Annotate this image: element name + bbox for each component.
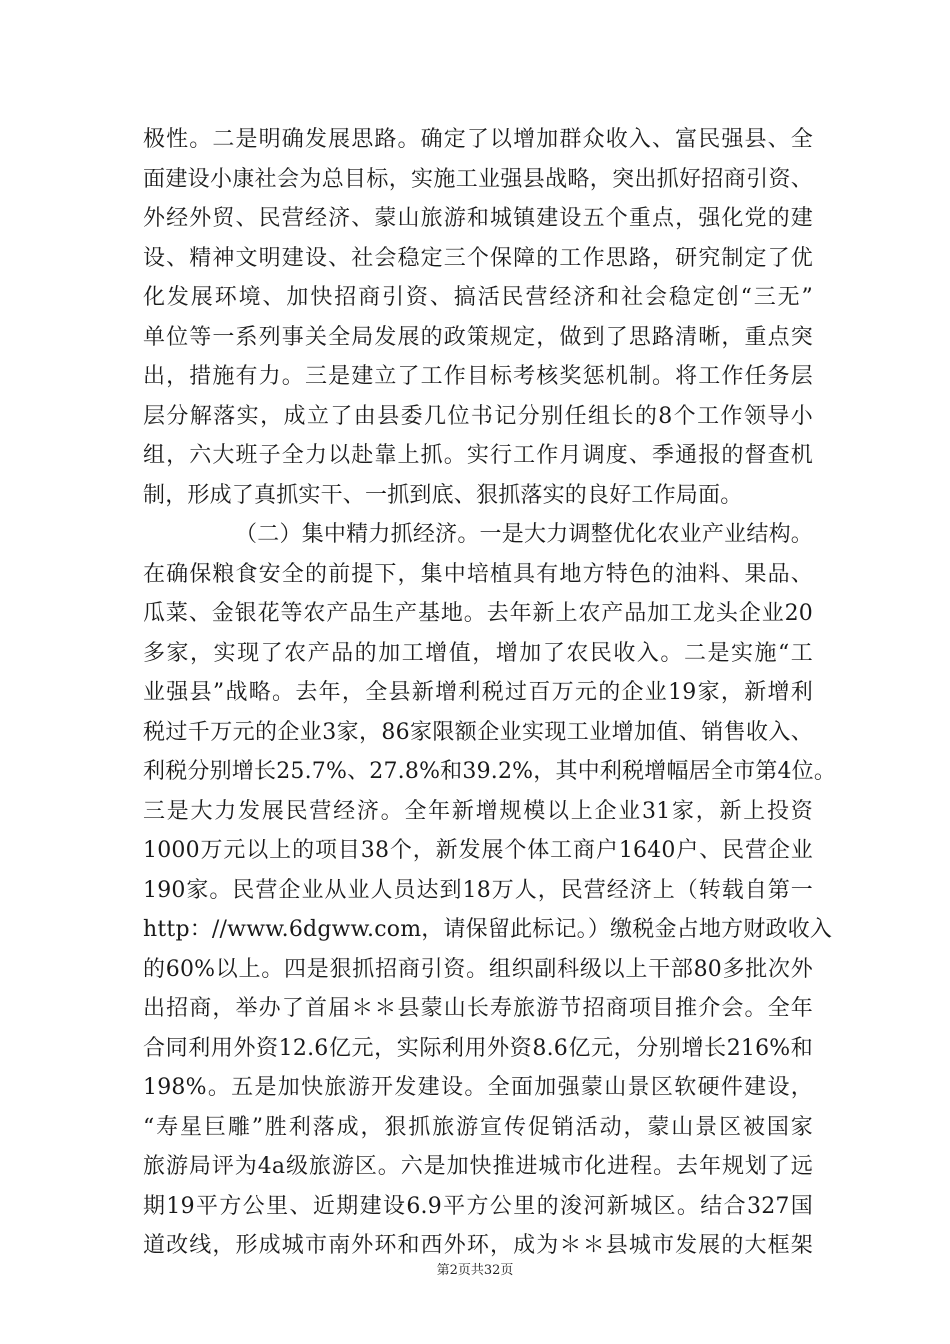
section-heading-line: （二）集中精力抓经济。一是大力调整优化农业产业结构。 <box>235 522 813 547</box>
body-text-line: 业强县”战略。去年，全县新增利税过百万元的企业19家，新增利 <box>143 680 813 705</box>
body-text-line: 1000万元以上的项目38个，新发展个体工商户1640户、民营企业 <box>143 838 813 863</box>
body-text-line: 面建设小康社会为总目标，实施工业强县战略，突出抓好招商引资、 <box>143 167 813 192</box>
body-text-line: 的60%以上。四是狠抓招商引资。组织副科级以上干部80多批次外 <box>143 957 813 982</box>
body-text-line: 化发展环境、加快招商引资、搞活民营经济和社会稳定创“三无” <box>143 285 813 310</box>
body-text-line: 层分解落实，成立了由县委几位书记分别任组长的8个工作领导小 <box>143 404 813 429</box>
body-text-line: http：//www.6dgww.com，请保留此标记。）缴税金占地方财政收入 <box>143 917 833 942</box>
body-text-line: 期19平方公里、近期建设6.9平方公里的浚河新城区。结合327国 <box>143 1194 813 1219</box>
body-text-line: 三是大力发展民营经济。全年新增规模以上企业31家，新上投资 <box>143 799 813 824</box>
body-text-line: 利税分别增长25.7%、27.8%和39.2%，其中利税增幅居全市第4位。 <box>143 759 837 784</box>
body-text-line: 合同利用外资12.6亿元，实际利用外资8.6亿元，分别增长216%和 <box>143 1036 813 1061</box>
body-text-line: 外经外贸、民营经济、蒙山旅游和城镇建设五个重点，强化党的建 <box>143 206 813 231</box>
body-text-line: 组，六大班子全力以赴靠上抓。实行工作月调度、季通报的督查机 <box>143 443 813 468</box>
body-text-line: 税过千万元的企业3家，86家限额企业实现工业增加值、销售收入、 <box>143 720 813 745</box>
body-text-line: 出，措施有力。三是建立了工作目标考核奖惩机制。将工作任务层 <box>143 364 813 389</box>
page-number-footer: 第2页共32页 <box>436 1263 514 1278</box>
body-text-line: 瓜菜、金银花等农产品生产基地。去年新上农产品加工龙头企业20 <box>143 601 813 626</box>
body-text-line: 设、精神文明建设、社会稳定三个保障的工作思路，研究制定了优 <box>143 246 813 271</box>
body-text-line: 出招商，举办了首届＊＊县蒙山长寿旅游节招商项目推介会。全年 <box>143 996 813 1021</box>
body-text-line: 道改线，形成城市南外环和西外环，成为＊＊县城市发展的大框架 <box>143 1233 813 1258</box>
body-text-line: 多家，实现了农产品的加工增值，增加了农民收入。二是实施“工 <box>143 641 813 666</box>
body-text-line: 极性。二是明确发展思路。确定了以增加群众收入、富民强县、全 <box>143 127 813 152</box>
body-text-line: 单位等一系列事关全局发展的政策规定，做到了思路清晰，重点突 <box>143 325 813 350</box>
body-text-line: 190家。民营企业从业人员达到18万人，民营经济上（转载自第一 <box>143 878 813 903</box>
body-text-line: 制，形成了真抓实干、一抓到底、狠抓落实的良好工作局面。 <box>143 483 743 508</box>
body-text-line: 198%。五是加快旅游开发建设。全面加强蒙山景区软硬件建设， <box>143 1075 813 1100</box>
body-text-line: 在确保粮食安全的前提下，集中培植具有地方特色的油料、果品、 <box>143 562 813 587</box>
body-text-line: 旅游局评为4a级旅游区。六是加快推进城市化进程。去年规划了远 <box>143 1154 813 1179</box>
body-text-line: “寿星巨雕”胜利落成，狠抓旅游宣传促销活动，蒙山景区被国家 <box>143 1115 813 1140</box>
